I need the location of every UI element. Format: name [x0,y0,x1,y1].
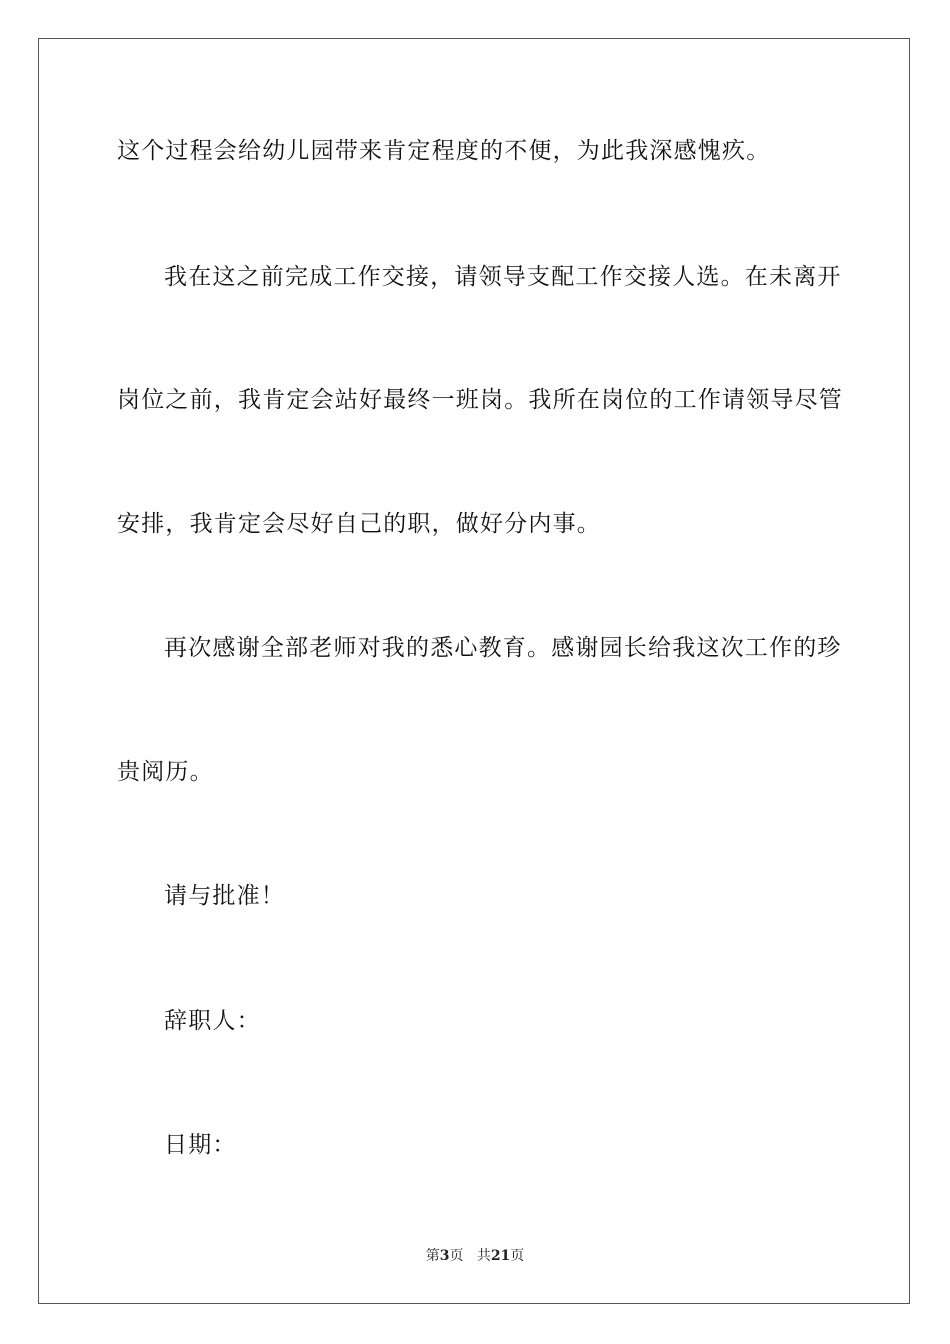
page-frame [38,38,910,1304]
current-page-number: 3 [439,1248,450,1264]
body-line-1: 这个过程会给幼儿园带来肯定程度的不便，为此我深感愧疚。 [117,138,771,164]
page-prefix: 第 [425,1248,440,1264]
body-line-5: 再次感谢全部老师对我的悉心教育。感谢园长给我这次工作的珍 [164,635,842,661]
total-prefix: 共 [476,1248,491,1264]
body-line-6: 贵阅历。 [117,759,214,785]
signature-label: 辞职人： [164,1008,261,1034]
total-suffix: 页 [510,1248,525,1264]
body-line-2: 我在这之前完成工作交接，请领导支配工作交接人选。在未离开 [164,264,842,290]
date-label: 日期： [164,1132,237,1158]
body-line-4: 安排，我肯定会尽好自己的职，做好分内事。 [117,511,601,537]
total-page-number: 21 [490,1248,511,1264]
page-footer [0,1247,950,1265]
closing-request: 请与批准！ [164,883,285,909]
page-suffix: 页 [449,1248,464,1264]
body-line-3: 岗位之前，我肯定会站好最终一班岗。我所在岗位的工作请领导尽管 [117,387,843,413]
